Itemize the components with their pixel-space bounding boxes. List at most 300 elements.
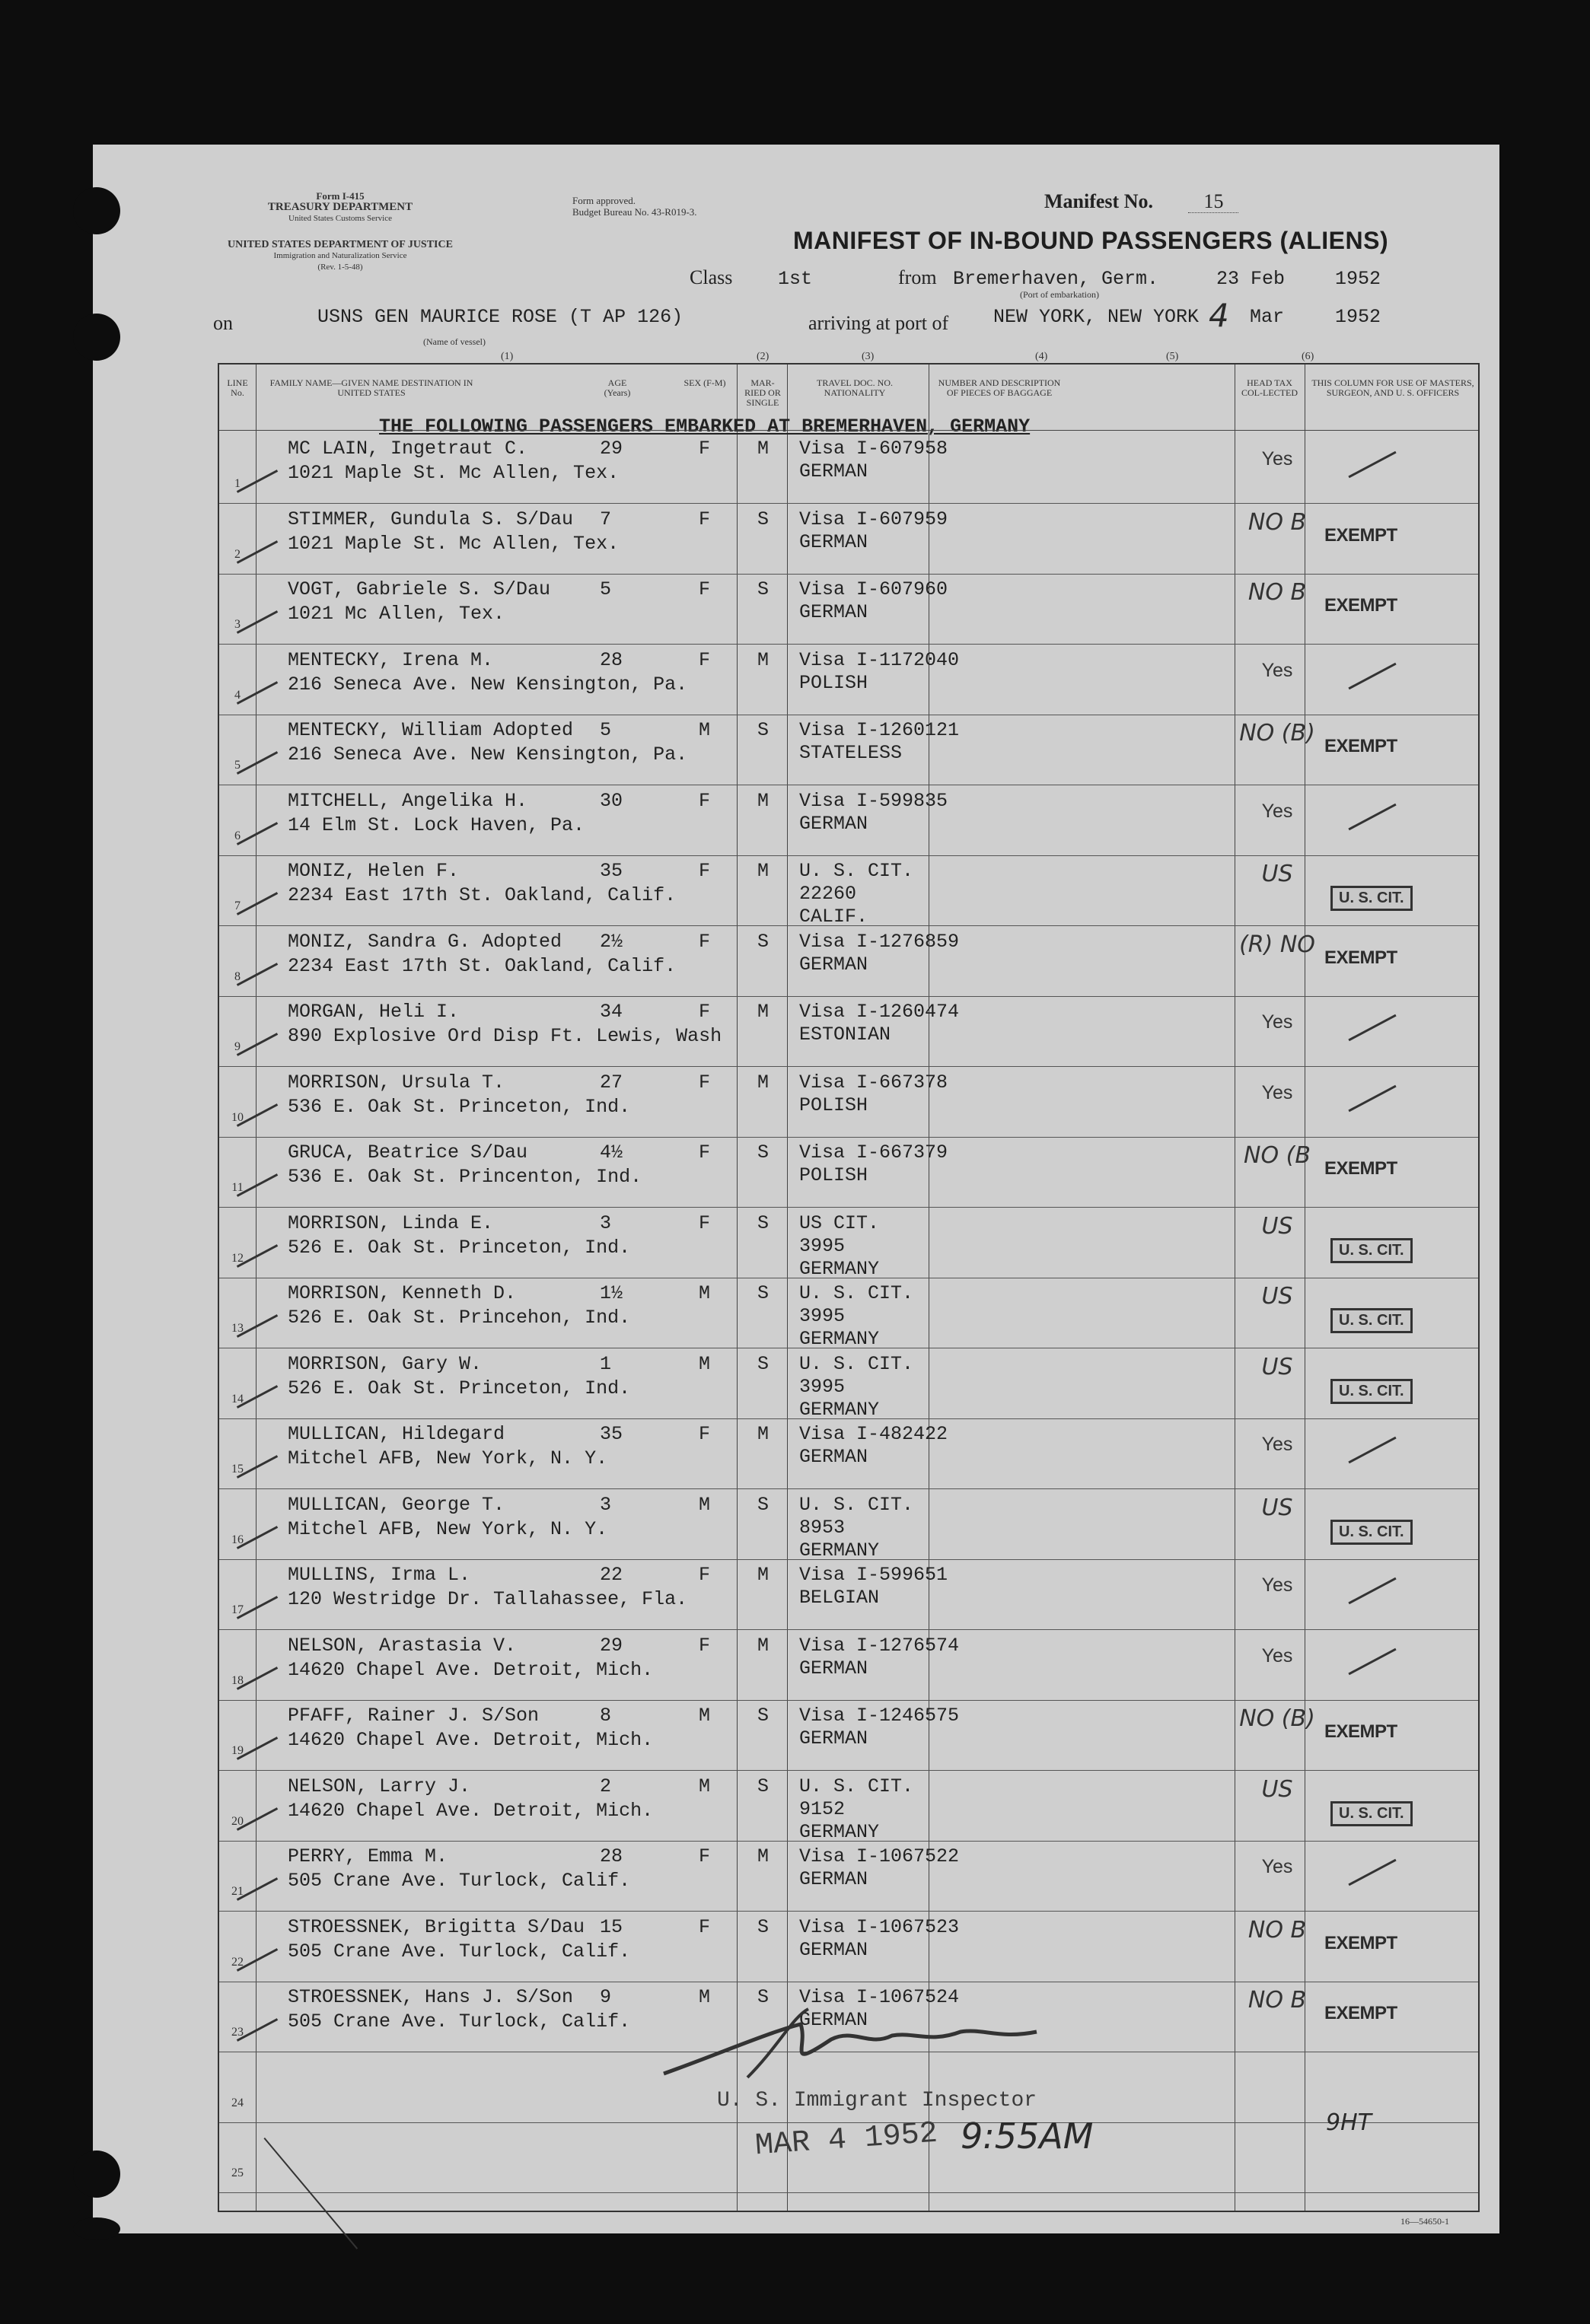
- col-line: LINE No.: [227, 377, 248, 398]
- destination-address: Mitchel AFB, New York, N. Y.: [288, 1517, 608, 1540]
- exempt-stamp: EXEMPT: [1324, 1721, 1397, 1742]
- nationality: STATELESS: [799, 742, 903, 764]
- exempt-stamp: EXEMPT: [1324, 1158, 1397, 1179]
- exempt-stamp: EXEMPT: [1324, 1932, 1397, 1953]
- head-tax-value: Yes: [1261, 659, 1293, 681]
- travel-doc-cell: [799, 578, 948, 624]
- us-citizen-stamp: U. S. CIT.: [1330, 1801, 1413, 1826]
- line-number: 20: [231, 1814, 244, 1828]
- line-number: 12: [231, 1251, 244, 1265]
- line-number: 14: [231, 1392, 244, 1406]
- travel-doc-cell: [799, 1423, 948, 1469]
- passenger-sex: F: [699, 860, 711, 882]
- arrival-day: 4: [1209, 297, 1229, 334]
- passenger-sex: F: [699, 438, 711, 460]
- head-tax-value: NO B: [1247, 1916, 1307, 1944]
- passenger-sex: M: [699, 1705, 711, 1727]
- nationality: BELGIAN: [799, 1587, 880, 1609]
- col-num: (2): [757, 351, 770, 362]
- table-row: [219, 433, 1478, 504]
- travel-doc-number: Visa I-1067523: [799, 1915, 960, 1938]
- line-number: 5: [234, 759, 241, 772]
- destination-address: 14 Elm St. Lock Haven, Pa.: [288, 813, 585, 836]
- passenger-sex: M: [699, 1282, 711, 1304]
- marital-status: M: [757, 648, 770, 671]
- head-tax-value: Yes: [1261, 1574, 1293, 1596]
- passenger-sex: M: [699, 1493, 711, 1516]
- marital-status: S: [757, 1141, 770, 1164]
- passenger-age: 22: [600, 1564, 623, 1586]
- destination-address: 526 E. Oak St. Princeton, Ind.: [288, 1377, 631, 1399]
- form-number: Form I-415: [316, 190, 365, 202]
- travel-doc-cell: [799, 1071, 948, 1117]
- departure-year: 1952: [1335, 268, 1381, 290]
- passenger-name: PFAFF, Rainer J. S/Son: [288, 1705, 540, 1727]
- passenger-age: 1: [600, 1352, 612, 1375]
- passenger-age: 7: [600, 508, 612, 530]
- nationality: GERMAN: [799, 1657, 868, 1679]
- departure-date: 23 Feb: [1216, 268, 1286, 290]
- destination-address: 120 Westridge Dr. Tallahassee, Fla.: [288, 1588, 688, 1610]
- destination-address: 890 Explosive Ord Disp Ft. Lewis, Wash: [288, 1025, 722, 1047]
- head-tax-value: (R) NO: [1239, 931, 1315, 958]
- manifest-label: Manifest No.: [1044, 190, 1153, 212]
- passenger-sex: F: [699, 930, 711, 953]
- table-row: [219, 1278, 1478, 1348]
- line-number: 23: [231, 2026, 244, 2039]
- head-tax-value: US: [1261, 861, 1293, 887]
- col-num: (3): [862, 351, 875, 362]
- passenger-age: 30: [600, 789, 623, 812]
- passenger-age: 28: [600, 648, 623, 671]
- destination-address: 14620 Chapel Ave. Detroit, Mich.: [288, 1658, 654, 1681]
- passenger-sex: M: [699, 1775, 711, 1797]
- passenger-name: STROESSNEK, Hans J. S/Son: [288, 1986, 574, 2008]
- passenger-age: 8: [600, 1705, 612, 1727]
- date-stamp: MAR 4 1952: [754, 2116, 939, 2164]
- binder-hole: [73, 187, 120, 234]
- passenger-age: 5: [600, 578, 612, 600]
- nationality: GERMAN: [799, 1727, 868, 1749]
- travel-doc-cell: [799, 1282, 913, 1351]
- vessel-caption: (Name of vessel): [423, 336, 486, 347]
- exempt-stamp: EXEMPT: [1324, 595, 1397, 616]
- passenger-name: MULLICAN, George T.: [288, 1493, 505, 1516]
- customs-service: United States Customs Service: [288, 214, 392, 223]
- travel-doc-cell: [799, 719, 959, 765]
- passenger-sex: F: [699, 789, 711, 812]
- passenger-sex: F: [699, 1211, 711, 1234]
- col-travel-doc: TRAVEL DOC. NO. NATIONALITY: [816, 377, 893, 398]
- form-header: [249, 190, 432, 224]
- doc-extra: CALIF.: [799, 906, 868, 928]
- exempt-stamp: EXEMPT: [1324, 947, 1397, 968]
- print-code: 16—54650-1: [1400, 2216, 1449, 2227]
- travel-doc-cell: [799, 1353, 913, 1421]
- travel-doc-cell: [799, 1212, 879, 1281]
- budget-bureau: Budget Bureau No. 43-R019-3.: [572, 206, 697, 218]
- nationality: ESTONIAN: [799, 1024, 891, 1046]
- destination-address: 1021 Maple St. Mc Allen, Tex.: [288, 532, 620, 555]
- marital-status: S: [757, 1493, 770, 1516]
- line-number: 19: [231, 1744, 244, 1757]
- nationality: 8953: [799, 1516, 846, 1539]
- line-number: 15: [231, 1463, 244, 1476]
- officer-check-mark: [1348, 662, 1396, 689]
- line-number: 10: [231, 1110, 244, 1124]
- class-label: Class: [690, 266, 733, 288]
- col-married: MAR-RIED OR SINGLE: [744, 377, 781, 408]
- nationality: 3995: [799, 1305, 846, 1327]
- passenger-name: MENTECKY, William Adopted: [288, 719, 574, 741]
- line-number: 22: [231, 1955, 244, 1969]
- travel-doc-number: Visa I-607958: [799, 438, 948, 460]
- line-number: 3: [234, 618, 241, 631]
- travel-doc-cell: [799, 1775, 913, 1844]
- travel-doc-number: Visa I-599651: [799, 1564, 948, 1586]
- passenger-sex: F: [699, 1564, 711, 1586]
- passenger-age: 4½: [600, 1141, 623, 1164]
- line-number: 24: [231, 2096, 244, 2109]
- nationality: GERMAN: [799, 1446, 868, 1468]
- travel-doc-number: Visa I-607959: [799, 508, 948, 530]
- destination-address: 536 E. Oak St. Princeton, Ind.: [288, 1095, 631, 1118]
- destination-address: 526 E. Oak St. Princehon, Ind.: [288, 1307, 631, 1329]
- table-row: [219, 1912, 1478, 1982]
- marital-status: S: [757, 1705, 770, 1727]
- head-tax-value: Yes: [1261, 1644, 1293, 1667]
- passenger-sex: F: [699, 1141, 711, 1164]
- travel-doc-number: Visa I-667378: [799, 1071, 948, 1094]
- line-number: 21: [231, 1885, 244, 1898]
- head-tax-value: Yes: [1261, 1856, 1293, 1877]
- table-row: [219, 1137, 1478, 1208]
- nationality: GERMAN: [799, 460, 868, 482]
- arrival-month: Mar: [1250, 306, 1285, 328]
- col-baggage: NUMBER AND DESCRIPTION OF PIECES OF BAGGAGE: [938, 377, 1061, 398]
- approval-note: [572, 195, 697, 218]
- col-name: FAMILY NAME—GIVEN NAME DESTINATION IN UNITED STATES: [269, 377, 473, 398]
- passenger-age: 15: [600, 1915, 623, 1938]
- passenger-age: 29: [600, 1634, 623, 1657]
- head-tax-value: Yes: [1261, 1081, 1293, 1103]
- passenger-name: MONIZ, Sandra G. Adopted: [288, 930, 562, 953]
- header-rule: [219, 430, 1478, 431]
- travel-doc-cell: [799, 1141, 948, 1187]
- passenger-table: [218, 363, 1480, 2212]
- col-head-tax: HEAD TAX COL-LECTED: [1241, 377, 1298, 398]
- passenger-sex: M: [699, 719, 711, 741]
- travel-doc-cell: [799, 931, 959, 976]
- us-citizen-stamp: U. S. CIT.: [1330, 1308, 1413, 1333]
- travel-doc-number: Visa I-482422: [799, 1423, 948, 1445]
- head-tax-value: NO B: [1247, 1987, 1307, 2014]
- arrival-port: NEW YORK, NEW YORK: [993, 306, 1200, 328]
- page-title: MANIFEST OF IN-BOUND PASSENGERS (ALIENS): [793, 227, 1389, 254]
- passenger-age: 1½: [600, 1282, 623, 1304]
- nationality: 9152: [799, 1797, 846, 1820]
- officer-check-mark: [1348, 1859, 1396, 1886]
- marital-status: M: [757, 1564, 770, 1586]
- travel-doc-number: Visa I-1276574: [799, 1634, 960, 1657]
- head-tax-value: NO B: [1247, 508, 1307, 536]
- table-row: [219, 1348, 1478, 1419]
- passenger-name: MENTECKY, Irena M.: [288, 648, 494, 671]
- destination-address: 505 Crane Ave. Turlock, Calif.: [288, 1940, 631, 1963]
- table-row: [219, 574, 1478, 645]
- travel-doc-number: Visa I-1260121: [799, 719, 960, 741]
- destination-address: 216 Seneca Ave. New Kensington, Pa.: [288, 743, 688, 766]
- passenger-age: 28: [600, 1845, 623, 1867]
- class-value: 1st: [778, 268, 813, 290]
- marital-status: M: [757, 1423, 770, 1445]
- table-row: [219, 1771, 1478, 1842]
- travel-doc-number: Visa I-1260474: [799, 1001, 960, 1023]
- head-tax-value: US: [1261, 1353, 1293, 1380]
- passenger-age: 2: [600, 1775, 612, 1797]
- passenger-age: 27: [600, 1071, 623, 1094]
- us-citizen-stamp: U. S. CIT.: [1330, 1238, 1413, 1263]
- destination-address: 216 Seneca Ave. New Kensington, Pa.: [288, 673, 688, 696]
- table-row: [219, 1841, 1478, 1912]
- passenger-name: MORRISON, Kenneth D.: [288, 1282, 517, 1304]
- passenger-name: MULLICAN, Hildegard: [288, 1423, 505, 1445]
- line-number: 4: [234, 688, 241, 702]
- passenger-name: VOGT, Gabriele S. S/Dau: [288, 578, 551, 600]
- travel-doc-number: U. S. CIT.: [799, 1493, 914, 1516]
- line-number: 7: [234, 899, 241, 912]
- passenger-name: PERRY, Emma M.: [288, 1845, 448, 1867]
- passenger-sex: F: [699, 1001, 711, 1023]
- travel-doc-cell: [799, 1001, 959, 1046]
- marital-status: S: [757, 578, 770, 600]
- nationality: 3995: [799, 1234, 846, 1257]
- table-row: [219, 1700, 1478, 1771]
- table-row: [219, 996, 1478, 1067]
- destination-address: Mitchel AFB, New York, N. Y.: [288, 1447, 608, 1469]
- col-officers: THIS COLUMN FOR USE OF MASTERS, SURGEON, AND U. S. OFFICERS: [1311, 377, 1474, 398]
- nationality: GERMAN: [799, 530, 868, 553]
- exempt-stamp: EXEMPT: [1324, 524, 1397, 546]
- us-citizen-stamp: U. S. CIT.: [1330, 1520, 1413, 1545]
- marital-status: M: [757, 1845, 770, 1867]
- travel-doc-cell: [799, 1494, 913, 1562]
- on-label: on: [213, 312, 233, 334]
- officer-check-mark: [1348, 1084, 1396, 1112]
- manifest-number: [1044, 190, 1238, 213]
- col-num: (5): [1166, 351, 1179, 362]
- passenger-age: 2½: [600, 930, 623, 953]
- passenger-name: MORRISON, Linda E.: [288, 1211, 494, 1234]
- passenger-age: 3: [600, 1211, 612, 1234]
- head-tax-value: NO (B): [1239, 720, 1315, 747]
- travel-doc-cell: [799, 438, 948, 483]
- inspector-signature: [656, 2001, 1052, 2093]
- destination-address: 1021 Mc Allen, Tex.: [288, 603, 505, 625]
- travel-doc-number: U. S. CIT.: [799, 860, 914, 882]
- destination-address: 1021 Maple St. Mc Allen, Tex.: [288, 462, 620, 484]
- officer-check-mark: [1348, 451, 1396, 479]
- port-of-embarkation: Bremerhaven, Germ.: [953, 268, 1159, 290]
- arrival-year: 1952: [1335, 306, 1381, 328]
- doc-extra: GERMANY: [799, 1539, 880, 1562]
- doc-extra: GERMANY: [799, 1820, 880, 1843]
- travel-doc-number: Visa I-1246575: [799, 1705, 960, 1727]
- destination-address: 2234 East 17th St. Oakland, Calif.: [288, 954, 677, 977]
- passenger-age: 3: [600, 1493, 612, 1516]
- officer-check-mark: [1348, 1014, 1396, 1042]
- treasury-dept: TREASURY DEPARTMENT: [267, 201, 413, 213]
- travel-doc-number: Visa I-599835: [799, 789, 948, 812]
- marital-status: S: [757, 1282, 770, 1304]
- travel-doc-number: Visa I-667379: [799, 1141, 948, 1164]
- marital-status: S: [757, 1915, 770, 1938]
- passenger-age: 9: [600, 1986, 612, 2008]
- head-tax-value: NO B: [1247, 579, 1307, 606]
- marital-status: M: [757, 1071, 770, 1094]
- nationality: 22260: [799, 883, 857, 905]
- inspector-caption: U. S. Immigrant Inspector: [717, 2089, 1037, 2112]
- vessel-name: USNS GEN MAURICE ROSE (T AP 126): [317, 306, 683, 328]
- exempt-stamp: EXEMPT: [1324, 2003, 1397, 2023]
- destination-address: 14620 Chapel Ave. Detroit, Mich.: [288, 1729, 654, 1751]
- doc-extra: GERMANY: [799, 1257, 880, 1280]
- form-approved: Form approved.: [572, 195, 636, 206]
- binder-hole: [73, 2150, 120, 2198]
- line-number: 25: [231, 2166, 244, 2179]
- line-number: 8: [234, 969, 241, 983]
- travel-doc-number: Visa I-1067524: [799, 1986, 960, 2008]
- passenger-name: MONIZ, Helen F.: [288, 860, 460, 882]
- passenger-name: NELSON, Arastasia V.: [288, 1634, 517, 1657]
- officer-check-mark: [1348, 803, 1396, 830]
- nationality: GERMAN: [799, 812, 868, 835]
- passenger-sex: F: [699, 1071, 711, 1094]
- passenger-sex: F: [699, 1845, 711, 1867]
- travel-doc-number: Visa I-607960: [799, 578, 948, 600]
- table-row: [219, 855, 1478, 926]
- nationality: POLISH: [799, 1164, 868, 1186]
- line-number: 17: [231, 1603, 244, 1616]
- passenger-sex: F: [699, 578, 711, 600]
- passenger-name: MORRISON, Gary W.: [288, 1352, 483, 1375]
- travel-doc-cell: [799, 1635, 959, 1680]
- passenger-age: 35: [600, 1423, 623, 1445]
- table-row: [219, 926, 1478, 997]
- table-row: [219, 1208, 1478, 1278]
- marital-status: S: [757, 1775, 770, 1797]
- travel-doc-cell: [799, 1916, 959, 1962]
- travel-doc-cell: [799, 1705, 959, 1750]
- manifest-page: [93, 145, 1499, 2233]
- head-tax-value: Yes: [1261, 1434, 1293, 1455]
- passenger-sex: M: [699, 1352, 711, 1375]
- line-number: 1: [234, 477, 241, 490]
- travel-doc-number: US CIT.: [799, 1211, 880, 1234]
- table-row: [219, 1630, 1478, 1701]
- marital-status: M: [757, 1001, 770, 1023]
- passenger-age: 35: [600, 860, 623, 882]
- arriving-label: arriving at port of: [808, 312, 949, 334]
- marital-status: M: [757, 860, 770, 882]
- travel-doc-cell: [799, 1845, 959, 1891]
- nationality: GERMAN: [799, 1938, 868, 1961]
- destination-address: 2234 East 17th St. Oakland, Calif.: [288, 884, 677, 906]
- line-number: 11: [231, 1181, 244, 1194]
- passenger-age: 5: [600, 719, 612, 741]
- doc-extra: GERMANY: [799, 1398, 880, 1421]
- inspector-initials: 9HT: [1326, 2109, 1372, 2136]
- destination-address: 526 E. Oak St. Princeton, Ind.: [288, 1236, 631, 1259]
- travel-doc-cell: [799, 860, 913, 928]
- destination-address: 505 Crane Ave. Turlock, Calif.: [288, 2010, 631, 2033]
- from-label: from: [898, 266, 937, 288]
- manifest-value: 15: [1188, 190, 1238, 213]
- passenger-name: MITCHELL, Angelika H.: [288, 789, 528, 812]
- passenger-name: MC LAIN, Ingetraut C.: [288, 438, 528, 460]
- destination-address: 14620 Chapel Ave. Detroit, Mich.: [288, 1799, 654, 1822]
- head-tax-value: Yes: [1261, 800, 1293, 822]
- exempt-stamp: EXEMPT: [1324, 736, 1397, 756]
- binder-hole: [73, 2217, 120, 2240]
- col-num: (4): [1035, 351, 1048, 362]
- marital-status: M: [757, 438, 770, 460]
- marital-status: S: [757, 930, 770, 953]
- travel-doc-number: Visa I-1276859: [799, 930, 960, 953]
- head-tax-value: NO (B: [1244, 1142, 1311, 1169]
- line-number: 16: [231, 1533, 244, 1546]
- head-tax-value: US: [1261, 1212, 1293, 1240]
- doc-extra: GERMANY: [799, 1328, 880, 1350]
- passenger-age: 29: [600, 438, 623, 460]
- binder-hole: [73, 314, 120, 361]
- head-tax-value: US: [1261, 1775, 1293, 1803]
- passenger-name: GRUCA, Beatrice S/Dau: [288, 1141, 528, 1164]
- travel-doc-cell: [799, 1564, 948, 1609]
- table-row: [219, 1067, 1478, 1138]
- passenger-name: MORRISON, Ursula T.: [288, 1071, 505, 1094]
- table-row: [219, 1418, 1478, 1489]
- embark-note: THE FOLLOWING PASSENGERS EMBARKED AT BREMERHAVEN, GERMANY: [379, 415, 1031, 438]
- us-citizen-stamp: U. S. CIT.: [1330, 1379, 1413, 1404]
- passenger-sex: F: [699, 648, 711, 671]
- travel-doc-cell: [799, 790, 948, 836]
- head-tax-value: NO (B): [1239, 1705, 1315, 1732]
- travel-doc-cell: [799, 508, 948, 554]
- line-number: 6: [234, 829, 241, 842]
- col-num: (6): [1302, 351, 1314, 362]
- head-tax-value: Yes: [1261, 1011, 1293, 1033]
- table-row: [219, 645, 1478, 715]
- nationality: GERMAN: [799, 1868, 868, 1890]
- head-tax-value: US: [1261, 1283, 1293, 1310]
- revision: (Rev. 1-5-48): [317, 263, 363, 272]
- marital-status: S: [757, 719, 770, 741]
- passenger-sex: F: [699, 1423, 711, 1445]
- officer-check-mark: [1348, 1647, 1396, 1675]
- passenger-sex: M: [699, 1986, 711, 2008]
- travel-doc-number: U. S. CIT.: [799, 1282, 914, 1304]
- travel-doc-cell: [799, 649, 959, 695]
- passenger-sex: F: [699, 1634, 711, 1657]
- nationality: 3995: [799, 1375, 846, 1398]
- nationality: GERMAN: [799, 601, 868, 623]
- justice-header: [207, 239, 473, 273]
- marital-status: S: [757, 508, 770, 530]
- table-row: [219, 1559, 1478, 1630]
- destination-address: 536 E. Oak St. Princenton, Ind.: [288, 1166, 642, 1188]
- passenger-sex: F: [699, 1915, 711, 1938]
